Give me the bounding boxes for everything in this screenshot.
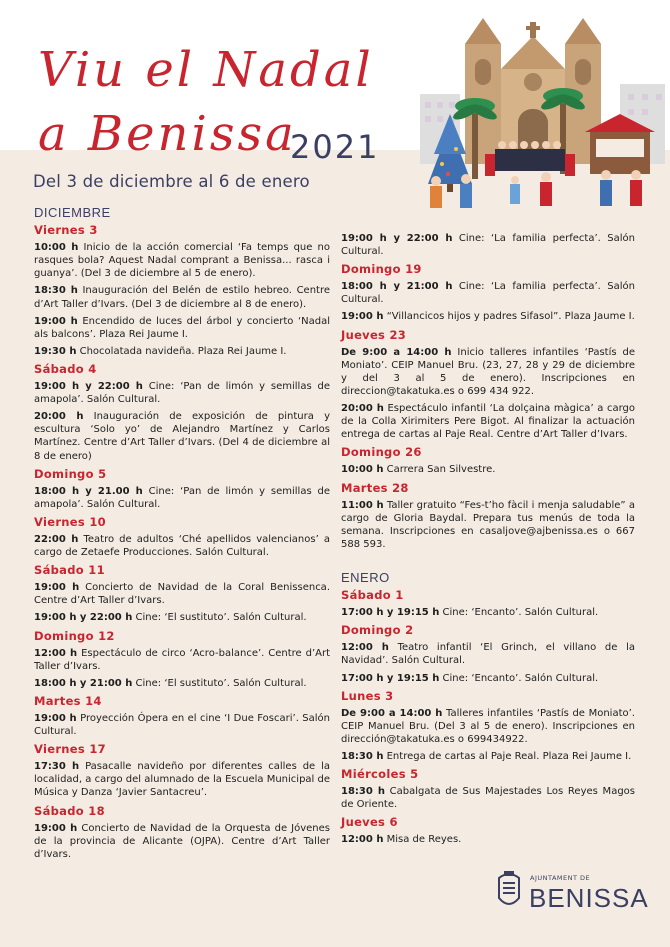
event bbox=[341, 402, 635, 441]
day-heading: Domingo 19 bbox=[341, 262, 422, 277]
event-text: Cine: ‘La familia perfecta’. Salón Cultural. bbox=[341, 281, 635, 306]
event bbox=[34, 315, 330, 341]
event-text: Chocolatada navideña. Plaza Rei Jaume I. bbox=[76, 345, 287, 357]
event-text: Concierto de Navidad de la Coral Benissenca. Centre d’Art Taller d’Ivars. bbox=[34, 582, 330, 607]
event-text: Inauguración de exposición de pintura y escultura ‘Solo yo’ de Alejandro Martínez y Carlos Martínez. Centre d’Art Taller d’Ivars. (Del 4 de diciembre al 8 de enero) bbox=[34, 411, 330, 462]
event-time: 10:00 h bbox=[34, 242, 79, 254]
event-text: Cine: ‘El sustituto’. Salón Cultural. bbox=[132, 677, 307, 689]
event-text: Encendido de luces del árbol y concierto ‘Nadal als balcons’. Plaza Rei Jaume I. bbox=[34, 315, 330, 340]
event bbox=[34, 822, 330, 861]
event-text: Carrera San Silvestre. bbox=[383, 464, 496, 476]
event-time: 12:00 h bbox=[34, 647, 78, 659]
event-time: 17:30 h bbox=[34, 761, 80, 773]
event-text: Espectáculo de circo ‘Acro-balance’. Centre d’Art Taller d’Ivars. bbox=[34, 647, 331, 672]
event-time: 19:00 h y 22:00 h bbox=[34, 381, 143, 393]
event bbox=[341, 499, 635, 551]
coat-of-arms-icon bbox=[496, 868, 522, 910]
event-text: Cine: ‘El sustituto’. Salón Cultural. bbox=[132, 612, 307, 624]
event-text: Concierto de Navidad de la Orquesta de Jóvenes de la provincia de Alicante (OJPA). Centre d’Art Taller d’Ivars. bbox=[34, 822, 330, 860]
event-text: Inicio de la acción comercial ‘Fa temps que no rasques bola? Aquest Nadal comprant a Benissa... rasca i guanya’. (Del 3 de diciembre al 5 de enero). bbox=[34, 242, 330, 280]
event bbox=[34, 712, 330, 738]
day-heading: Sábado 4 bbox=[34, 361, 97, 376]
event-text: Cine: ‘Encanto’. Salón Cultural. bbox=[439, 607, 599, 619]
event-time: 19:00 h bbox=[341, 311, 384, 323]
month-label-january: ENERO bbox=[341, 569, 390, 585]
event-time: De 9:00 a 14:00 h bbox=[341, 707, 443, 719]
event bbox=[341, 280, 635, 306]
event-text: Cine: ‘La familia perfecta’. Salón Cultural. bbox=[341, 233, 635, 258]
event bbox=[34, 760, 330, 799]
logo-name: BENISSA bbox=[529, 883, 649, 913]
event bbox=[34, 345, 330, 358]
day-heading: Miércoles 5 bbox=[341, 767, 419, 782]
event-time: 17:00 h y 19:15 h bbox=[341, 672, 440, 684]
event-text: Inicio talleres infantiles ‘Pastís de Moniato’. CEIP Manuel Bru. (23, 27, 28 y 29 de diciembre y del 3 al 5 de enero). Inscripciones en direccion@takatuka.es o 699 434 922. bbox=[341, 346, 635, 397]
event-time: De 9:00 a 14:00 h bbox=[341, 346, 452, 358]
day-heading: Jueves 23 bbox=[341, 327, 407, 342]
day-heading: Viernes 10 bbox=[34, 514, 106, 529]
event-time: 18:00 h y 21.00 h bbox=[34, 485, 143, 497]
event bbox=[34, 241, 330, 280]
event-time: 11:00 h bbox=[341, 499, 384, 511]
day-heading: Domingo 26 bbox=[341, 445, 422, 460]
event-time: 19:30 h bbox=[34, 345, 77, 357]
event-time: 19:00 h bbox=[34, 713, 77, 724]
year: 2021 bbox=[290, 128, 380, 166]
event bbox=[34, 485, 330, 511]
event-text: Cabalgata de Sus Majestades Los Reyes Magos de Oriente. bbox=[341, 786, 635, 811]
date-range: Del 3 de diciembre al 6 de enero bbox=[33, 172, 310, 191]
event bbox=[34, 410, 330, 462]
church-plaza-christmas-illustration bbox=[420, 14, 665, 219]
event-text: Cine: ‘Pan de limón y semillas de amapola’. Salón Cultural. bbox=[34, 381, 330, 406]
event-time: 17:00 h y 19:15 h bbox=[341, 607, 440, 619]
event-time: 20:00 h bbox=[341, 403, 384, 415]
event bbox=[341, 232, 635, 258]
event-time: 10:00 h bbox=[341, 464, 384, 476]
event bbox=[341, 641, 635, 667]
day-heading: Sábado 11 bbox=[34, 563, 105, 578]
event bbox=[341, 606, 635, 619]
event-text: Teatro infantil ‘El Grinch, el villano de la Navidad’. Salón Cultural. bbox=[341, 642, 635, 667]
event bbox=[34, 284, 330, 310]
logo-subtitle: AJUNTAMENT DE bbox=[530, 874, 591, 882]
event-time: 19:00 h y 22:00 h bbox=[341, 233, 453, 244]
event-text: Entrega de cartas al Paje Real. Plaza Rei Jaume I. bbox=[383, 751, 632, 762]
event-time: 18:30 h bbox=[341, 786, 385, 798]
event-text: Pasacalle navideño por diferentes calles de la localidad, a cargo del alumnado de la Escuela Municipal de Música y Danza ‘Javier Santacreu’. bbox=[34, 761, 331, 799]
title-line-2: a Benissa bbox=[38, 106, 297, 162]
day-heading: Viernes 17 bbox=[34, 742, 106, 757]
event-text: Talleres infantiles ‘Pastís de Moniato’. CEIP Manuel Bru. (Del 3 al 5 de enero). Inscripciones en dirección@takatuka.es o 699434922. bbox=[341, 707, 635, 745]
event bbox=[34, 611, 330, 624]
spacer bbox=[341, 555, 635, 571]
event-time: 18:00 h y 21:00 h bbox=[34, 677, 133, 689]
event bbox=[341, 750, 635, 763]
event bbox=[341, 672, 635, 685]
day-heading: Jueves 6 bbox=[341, 815, 398, 830]
event bbox=[34, 581, 330, 607]
event-time: 22:00 h bbox=[34, 533, 79, 545]
event-text: Cine: ‘Encanto’. Salón Cultural. bbox=[439, 672, 599, 684]
day-heading: Sábado 18 bbox=[34, 803, 105, 818]
event bbox=[341, 785, 635, 811]
event bbox=[341, 833, 635, 846]
event-time: 19:00 h bbox=[34, 582, 80, 594]
event-time: 20:00 h bbox=[34, 411, 84, 423]
event bbox=[341, 707, 635, 746]
day-heading: Domingo 2 bbox=[341, 623, 414, 638]
ajuntament-benissa-logo bbox=[496, 868, 649, 914]
event-text: Misa de Reyes. bbox=[383, 834, 462, 846]
event-text: Inauguración del Belén de estilo hebreo. Centre d’Art Taller d’Ivars. (Del 3 de diciembre al 8 de enero). bbox=[34, 285, 331, 310]
event-time: 19:00 h bbox=[34, 315, 78, 327]
event-text: Espectáculo infantil ‘La dolçaina màgica’ a cargo de la Colla Xirimiters Pere Bigot. Al finalizar la actuación entrega de cartas al Paje Real. Centre d’Art Taller d’Ivars. bbox=[341, 403, 635, 441]
event-text: Cine: ‘Pan de limón y semillas de amapola’. Salón Cultural. bbox=[34, 485, 331, 510]
day-heading: Martes 28 bbox=[341, 480, 409, 495]
event-time: 12:00 h bbox=[341, 834, 384, 846]
event-text: Teatro de adultos ‘Ché apellidos valencianos’ a cargo de Zetaefe Producciones. Salón Cultural. bbox=[34, 533, 330, 559]
event bbox=[34, 533, 330, 559]
day-heading: Martes 14 bbox=[34, 693, 102, 708]
event-text: “Villancicos hijos y padres Sifasol”. Plaza Jaume I. bbox=[383, 311, 635, 323]
event bbox=[34, 647, 330, 673]
day-heading: Sábado 1 bbox=[341, 588, 404, 603]
day-heading: Lunes 3 bbox=[341, 688, 394, 703]
event-time: 18:30 h bbox=[34, 285, 78, 297]
day-heading: Domingo 5 bbox=[34, 466, 107, 481]
left-column bbox=[34, 206, 330, 865]
title-line-1: Viu el Nadal bbox=[38, 42, 374, 98]
event-time: 12:00 h bbox=[341, 642, 389, 654]
day-heading: Viernes 3 bbox=[34, 223, 98, 238]
event-time: 18:30 h bbox=[341, 751, 384, 762]
event-time: 19:00 h y 22:00 h bbox=[34, 612, 133, 624]
month-label-december: DICIEMBRE bbox=[34, 205, 111, 220]
right-column bbox=[341, 232, 635, 851]
event-time: 18:00 h y 21:00 h bbox=[341, 281, 453, 293]
event bbox=[34, 677, 330, 690]
event bbox=[341, 346, 635, 398]
event bbox=[341, 463, 635, 476]
day-heading: Domingo 12 bbox=[34, 628, 115, 643]
event-text: Taller gratuito “Fes-t’ho fàcil i menja saludable” a cargo de Gloria Baydal. Prepara tus menús de toda la semana. Inscripciones en casaljove@ajbenissa.es o 667 588 593. bbox=[341, 499, 636, 550]
event bbox=[34, 380, 330, 406]
event-time: 19:00 h bbox=[34, 822, 78, 834]
event bbox=[341, 310, 635, 323]
event-text: Proyección Ópera en el cine ‘I Due Foscari’. Salón Cultural. bbox=[34, 713, 330, 738]
